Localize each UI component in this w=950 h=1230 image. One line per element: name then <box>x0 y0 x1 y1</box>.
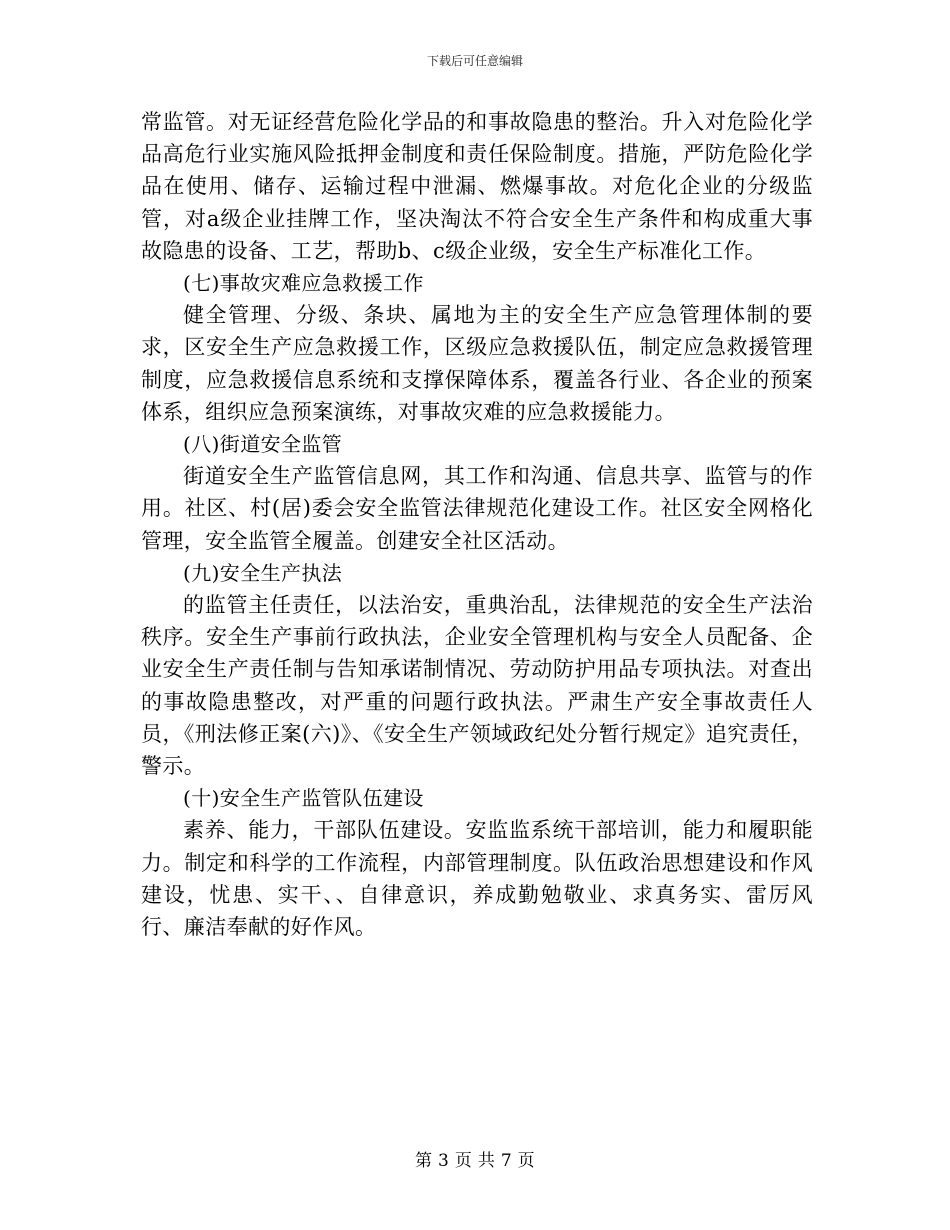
page-number-footer: 第 3 页 共 7 页 <box>415 1151 535 1171</box>
section-heading-8: (八)街道安全监管 <box>183 432 343 457</box>
paragraph-emergency-rescue: 健全管理、分级、条块、属地为主的安全生产应急管理体制的要求，区安全生产应急救援工作，区级应急救援队伍，制定应急救援管理制度，应急救援信息系统和支撑保障体系，覆盖各行业、各企业的预案体系，组织应急预案演练，对事故灾难的应急救援能力。 <box>141 303 813 424</box>
paragraph-continued: 常监管。对无证经营危险化学品的和事故隐患的整治。升入对危险化学品高危行业实施风险抵押金制度和责任保险制度。措施，严防危险化学品在使用、储存、运输过程中泄漏、燃爆事故。对危化企业的分级监管，对a级企业挂牌工作，坚决淘汰不符合安全生产条件和构成重大事故隐患的设备、工艺，帮助b、c级企业级，安全生产标准化工作。 <box>141 110 813 263</box>
paragraph-law-enforcement: 的监管主任责任，以法治安，重典治乱，法律规范的安全生产法治秩序。安全生产事前行政执法，企业安全管理机构与安全人员配备、企业安全生产责任制与告知承诺制情况、劳动防护用品专项执法。对查出的事故隐患整改，对严重的问题行政执法。严肃生产安全事故责任人员，《刑法修正案(六)》、《安全生产领域政纪处分暂行规定》追究责任，警示。 <box>141 593 813 779</box>
section-heading-10: (十)安全生产监管队伍建设 <box>183 786 424 811</box>
document-body <box>141 106 813 943</box>
page-header: 下载后可任意编辑 <box>426 54 523 68</box>
section-heading-7: (七)事故灾难应急救援工作 <box>183 271 424 296</box>
paragraph-street-supervision: 街道安全生产监管信息网，其工作和沟通、信息共享、监管与的作用。社区、村(居)委会安全监管法律规范化建设工作。社区安全网格化管理，安全监管全履盖。创建安全社区活动。 <box>141 464 813 553</box>
paragraph-team-building: 素养、能力，干部队伍建设。安监监系统干部培训，能力和履职能力。制定和科学的工作流程，内部管理制度。队伍政治思想建设和作风建设，忧患、实干、、自律意识，养成勤勉敬业、求真务实、雷厉风行、廉洁奉献的好作风。 <box>141 818 813 940</box>
section-heading-9: (九)安全生产执法 <box>183 560 343 585</box>
